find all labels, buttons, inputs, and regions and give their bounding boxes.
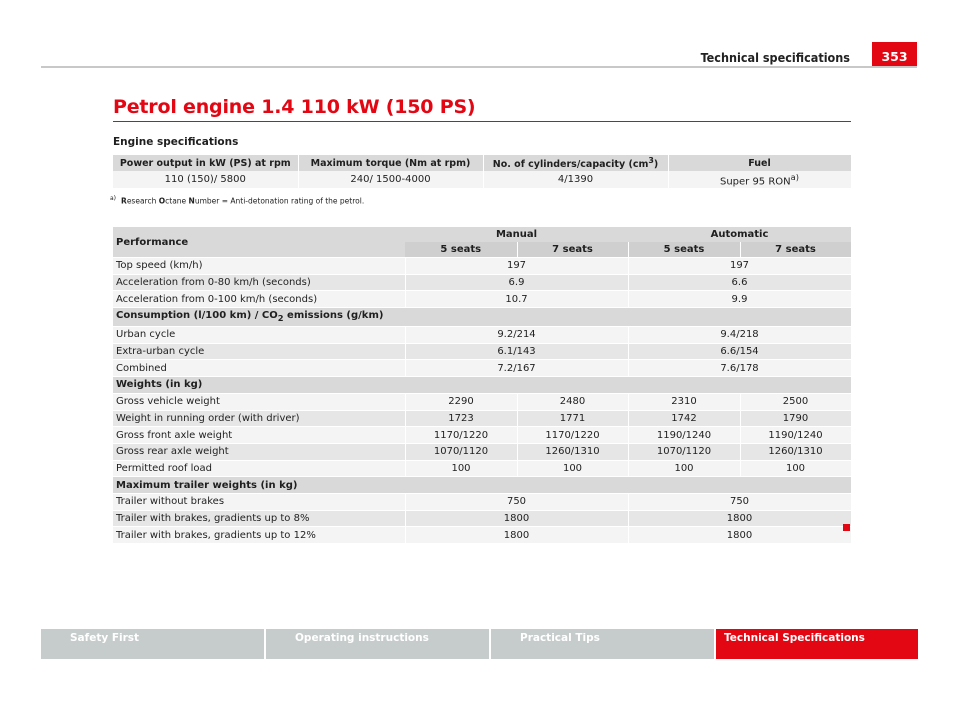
- table-row: [113, 410, 851, 427]
- cell-value: 2500: [740, 393, 851, 410]
- row-label: Trailer without brakes: [113, 493, 405, 510]
- cell-value: 1170/1220: [517, 427, 628, 444]
- cell-value: 1190/1240: [628, 427, 740, 444]
- header-seats: 7 seats: [517, 242, 628, 258]
- row-label: Permitted roof load: [113, 460, 405, 477]
- performance-header-groups: [113, 227, 851, 242]
- cell-value: 197: [405, 258, 628, 275]
- engine-table-row: [113, 171, 851, 188]
- cell-value: 1260/1310: [517, 443, 628, 460]
- engine-table-header: [113, 155, 851, 171]
- row-label: Acceleration from 0-80 km/h (seconds): [113, 274, 405, 291]
- footer-tab-operating-instructions[interactable]: Operating instructions: [266, 629, 489, 659]
- table-row: [113, 343, 851, 360]
- cell-value: 10.7: [405, 291, 628, 308]
- cell-value: 100: [628, 460, 740, 477]
- row-label: Trailer with brakes, gradients up to 8%: [113, 510, 405, 527]
- cell-value: 6.1/143: [405, 343, 628, 360]
- cell-value: 1260/1310: [740, 443, 851, 460]
- cell-value: 100: [405, 460, 517, 477]
- section-row-trailer: [113, 477, 851, 494]
- table-row: [113, 510, 851, 527]
- cell-value: 1190/1240: [740, 427, 851, 444]
- section-label: Maximum trailer weights (in kg): [113, 477, 851, 494]
- cell-value: 6.9: [405, 274, 628, 291]
- footer-tab-practical-tips[interactable]: Practical Tips: [491, 629, 714, 659]
- table-row: [113, 443, 851, 460]
- cell-value: 1790: [740, 410, 851, 427]
- section-label: Consumption (l/100 $km) / CO_2$ emissions (g/km): [113, 308, 851, 327]
- cell-value: 9.4/218: [628, 327, 851, 344]
- cell-value: 1170/1220: [405, 427, 517, 444]
- cell-value: 1771: [517, 410, 628, 427]
- cell-value: 2310: [628, 393, 740, 410]
- performance-table: [113, 227, 852, 543]
- header-performance: Performance: [113, 227, 405, 258]
- section-row-weights: [113, 377, 851, 394]
- table-row: [113, 274, 851, 291]
- row-label: Urban cycle: [113, 327, 405, 344]
- cell-value: 100: [740, 460, 851, 477]
- section-end-marker: [843, 524, 850, 531]
- header-manual: Manual: [405, 227, 628, 242]
- table-row: [113, 393, 851, 410]
- row-label: Top speed (km/h): [113, 258, 405, 275]
- cell-torque: 240/ 1500-4000: [298, 171, 483, 188]
- cell-value: 1070/1120: [628, 443, 740, 460]
- header-seats: 7 seats: [740, 242, 851, 258]
- header-power: Power output in kW (PS) at rpm: [113, 155, 298, 171]
- cell-value: 1742: [628, 410, 740, 427]
- cell-value: 6.6: [628, 274, 851, 291]
- engine-specs-heading: Engine specifications: [113, 136, 239, 148]
- cell-value: 1070/1120: [405, 443, 517, 460]
- table-row: [113, 291, 851, 308]
- header-divider: [41, 66, 917, 68]
- cell-value: 100: [517, 460, 628, 477]
- section-row-consumption: [113, 308, 851, 327]
- header-automatic: Automatic: [628, 227, 851, 242]
- header-torque: Maximum torque (Nm at rpm): [298, 155, 483, 171]
- table-row: [113, 327, 851, 344]
- cell-value: 750: [628, 493, 851, 510]
- cell-value: 1800: [405, 510, 628, 527]
- table-row: [113, 360, 851, 377]
- cell-value: 9.2/214: [405, 327, 628, 344]
- cell-value: 1800: [405, 527, 628, 543]
- footer-nav: [41, 629, 918, 659]
- page-number: 353: [872, 42, 917, 68]
- header-cylinders: No. of cylinders/capacity $(cm^3)$: [483, 155, 668, 171]
- cell-value: 2480: [517, 393, 628, 410]
- cell-value: 2290: [405, 393, 517, 410]
- cell-fuel: Super 95 RON$^{a)}$: [668, 171, 851, 188]
- cell-value: 7.2/167: [405, 360, 628, 377]
- table-row: [113, 493, 851, 510]
- row-label: Gross rear axle weight: [113, 443, 405, 460]
- table-row: [113, 427, 851, 444]
- row-label: Extra-urban cycle: [113, 343, 405, 360]
- row-label: Acceleration from 0-100 km/h (seconds): [113, 291, 405, 308]
- title-divider: [113, 121, 851, 122]
- row-label: Weight in running order (with driver): [113, 410, 405, 427]
- cell-value: 7.6/178: [628, 360, 851, 377]
- header-fuel: Fuel: [668, 155, 851, 171]
- cell-value: 6.6/154: [628, 343, 851, 360]
- row-label: Trailer with brakes, gradients up to 12%: [113, 527, 405, 543]
- header-section-title: Technical specifications: [700, 50, 850, 65]
- cell-cylinders: 4/1390: [483, 171, 668, 188]
- header-seats: 5 seats: [405, 242, 517, 258]
- table-row: [113, 527, 851, 543]
- cell-power: 110 (150)/ 5800: [113, 171, 298, 188]
- page-title: Petrol engine 1.4 110 kW (150 PS): [113, 96, 476, 118]
- footnote: $^{a)}$ Research Octane Number = Anti-detonation rating of the petrol.: [110, 195, 365, 206]
- footer-tab-technical-specifications[interactable]: Technical Specifications: [716, 629, 918, 659]
- section-label: Weights (in kg): [113, 377, 851, 394]
- table-row: [113, 258, 851, 275]
- header-seats: 5 seats: [628, 242, 740, 258]
- table-row: [113, 460, 851, 477]
- cell-value: 1800: [628, 527, 851, 543]
- cell-value: 750: [405, 493, 628, 510]
- cell-value: 1800: [628, 510, 851, 527]
- cell-value: 9.9: [628, 291, 851, 308]
- row-label: Combined: [113, 360, 405, 377]
- row-label: Gross vehicle weight: [113, 393, 405, 410]
- footer-tab-safety-first[interactable]: Safety First: [41, 629, 264, 659]
- cell-value: 197: [628, 258, 851, 275]
- cell-value: 1723: [405, 410, 517, 427]
- row-label: Gross front axle weight: [113, 427, 405, 444]
- engine-spec-table: [113, 155, 852, 188]
